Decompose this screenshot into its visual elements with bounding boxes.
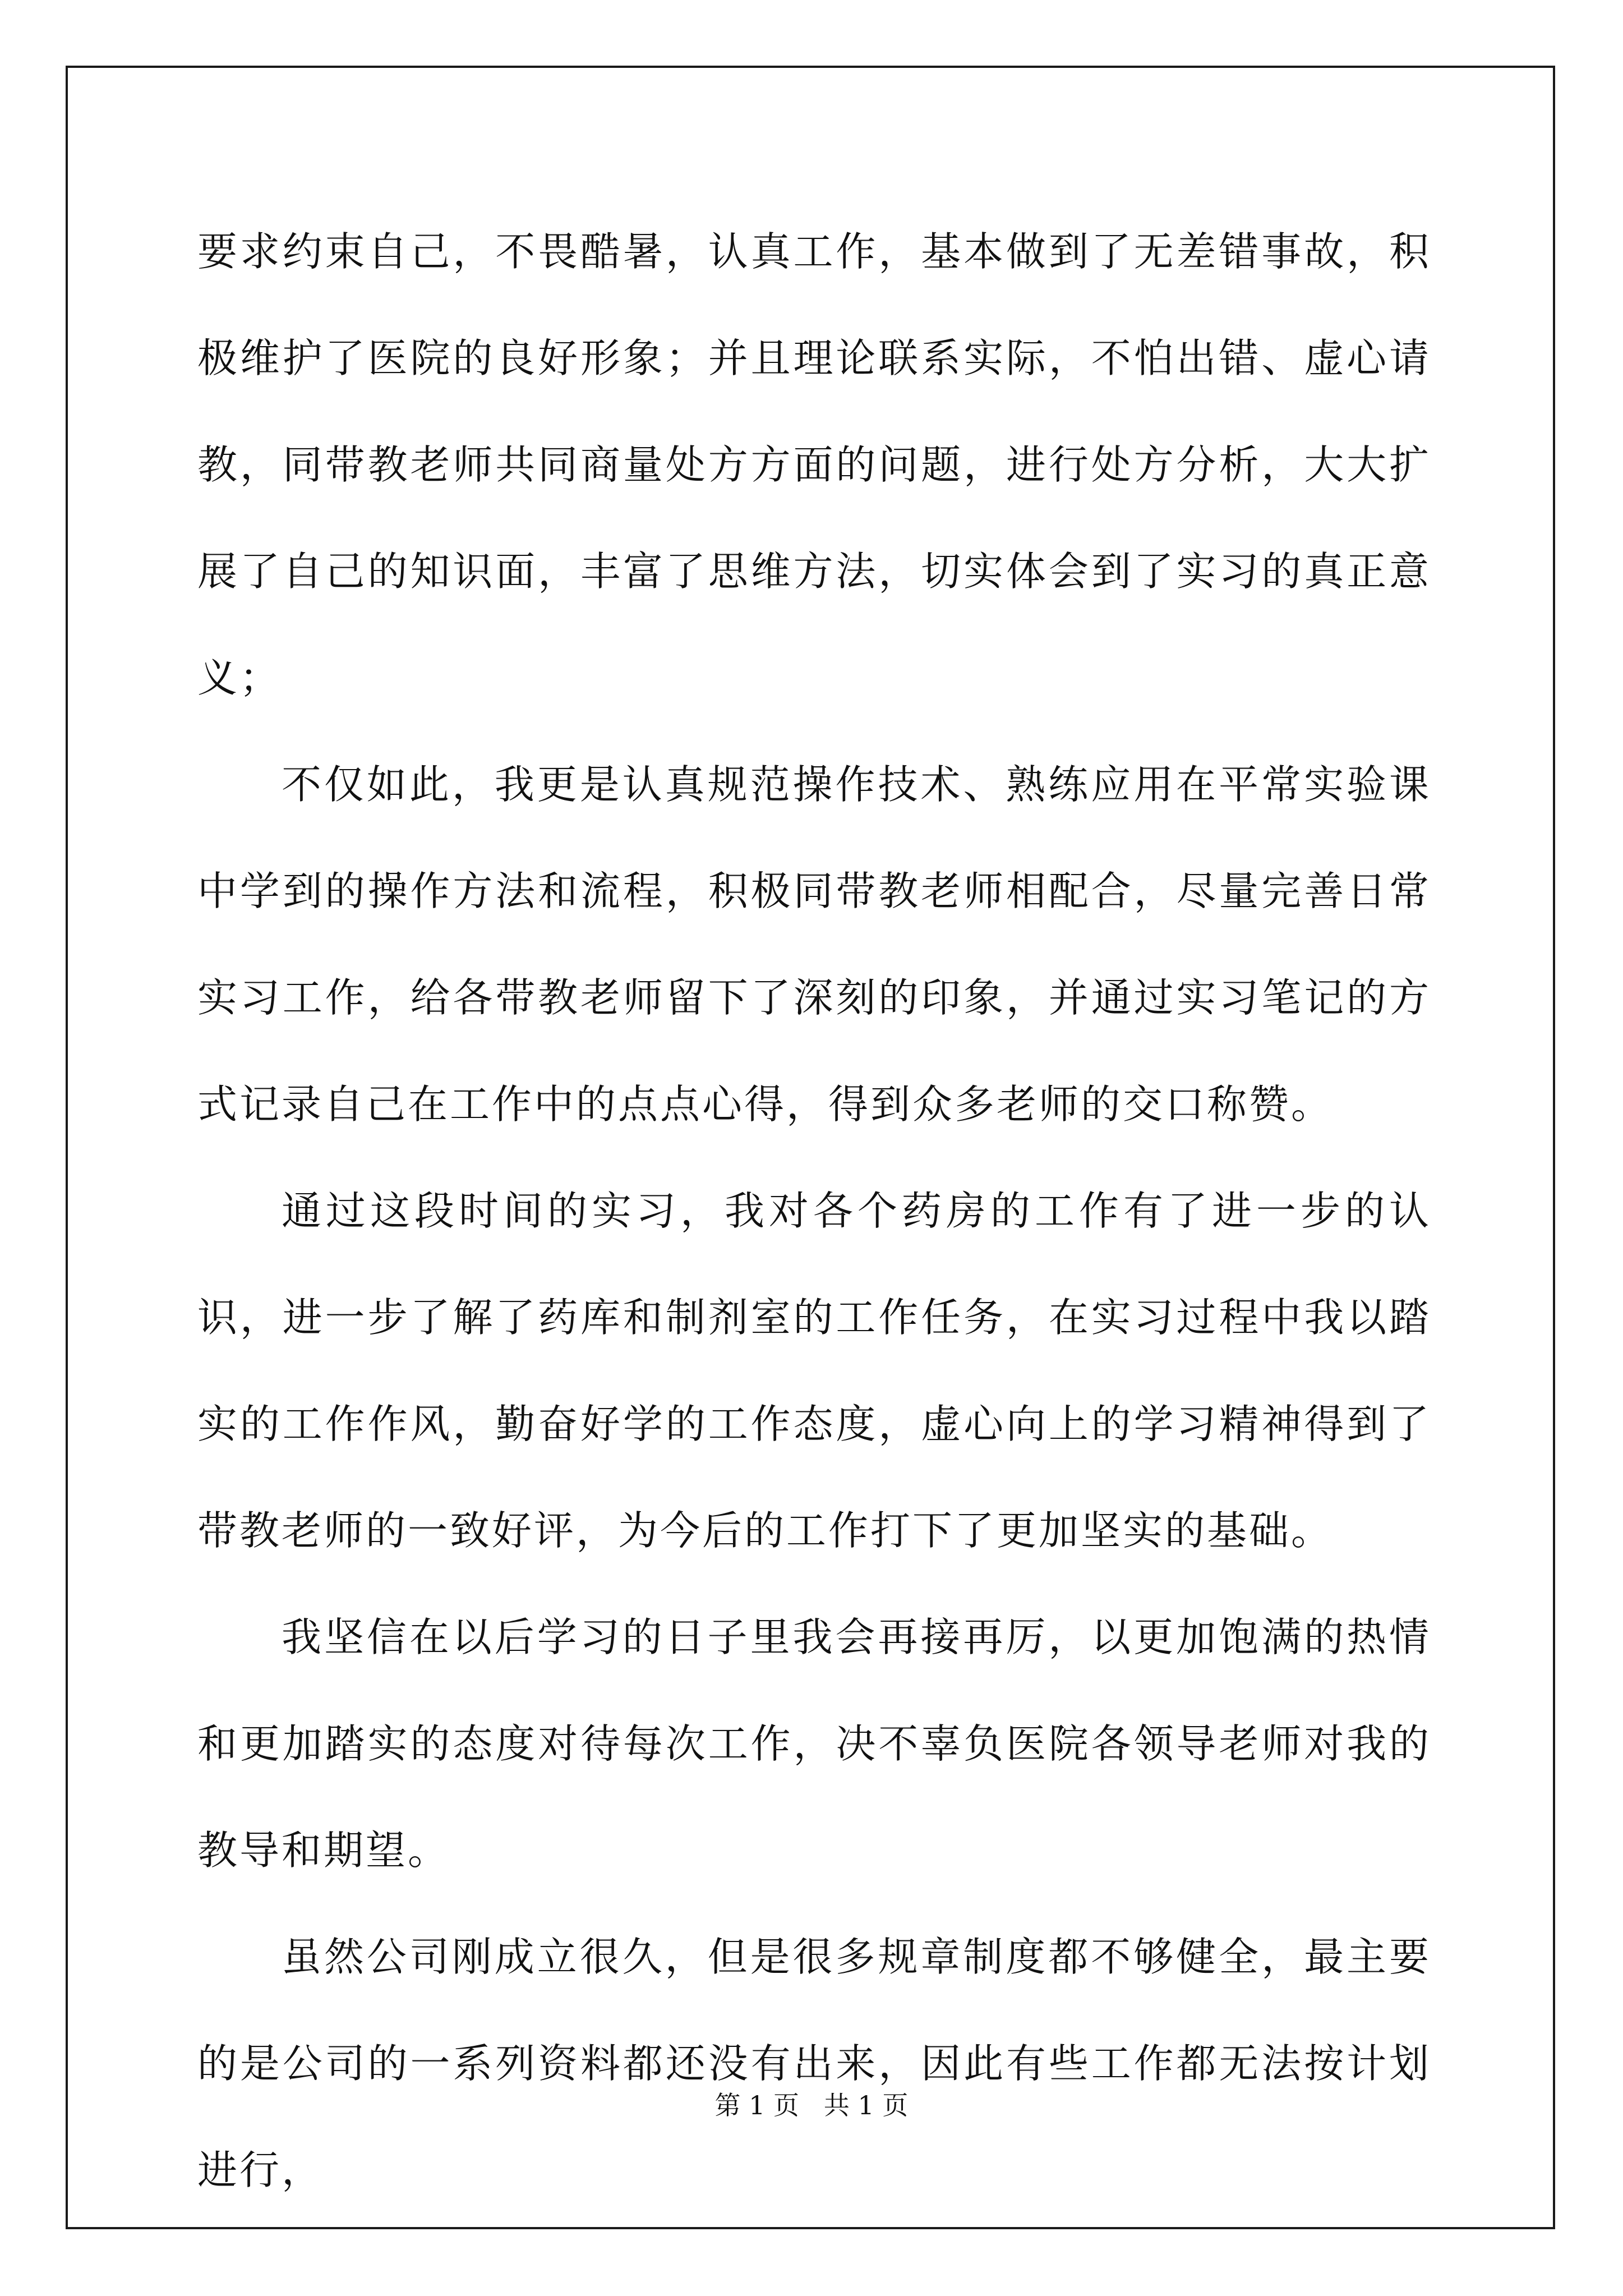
paragraph-3: 通过这段时间的实习，我对各个药房的工作有了进一步的认识，进一步了解了药库和制剂室的工作任务，在实习过程中我以踏实的工作作风，勤奋好学的工作态度，虚心向上的学习精神得到了带教老师的一致好评，为今后的工作打下了更加坚实的基础。 (197, 1188, 1431, 1554)
page-footer: 第 1 页 共 1 页 (714, 2090, 909, 2120)
paragraph-4: 我坚信在以后学习的日子里我会再接再厉，以更加饱满的热情和更加踏实的态度对待每次工作，决不辜负医院各领导老师对我的教导和期望。 (197, 1614, 1431, 1874)
paragraph-5: 虽然公司刚成立很久，但是很多规章制度都不够健全，最主要的是公司的一系列资料都还没有出来，因此有些工作都无法按计划进行， (197, 1934, 1431, 2193)
document-body (197, 199, 1431, 2224)
paragraph-1: 要求约束自己，不畏酷暑，认真工作，基本做到了无差错事故，积极维护了医院的良好形象；并且理论联系实际，不怕出错、虚心请教，同带教老师共同商量处方方面的问题，进行处方分析，大大扩展了自己的知识面，丰富了思维方法，切实体会到了实习的真正意义； (197, 228, 1431, 701)
paragraph-2: 不仅如此，我更是认真规范操作技术、熟练应用在平常实验课中学到的操作方法和流程，积极同带教老师相配合，尽量完善日常实习工作，给各带教老师留下了深刻的印象，并通过实习笔记的方式记录自己在工作中的点点心得，得到众多老师的交口称赞。 (197, 761, 1431, 1128)
